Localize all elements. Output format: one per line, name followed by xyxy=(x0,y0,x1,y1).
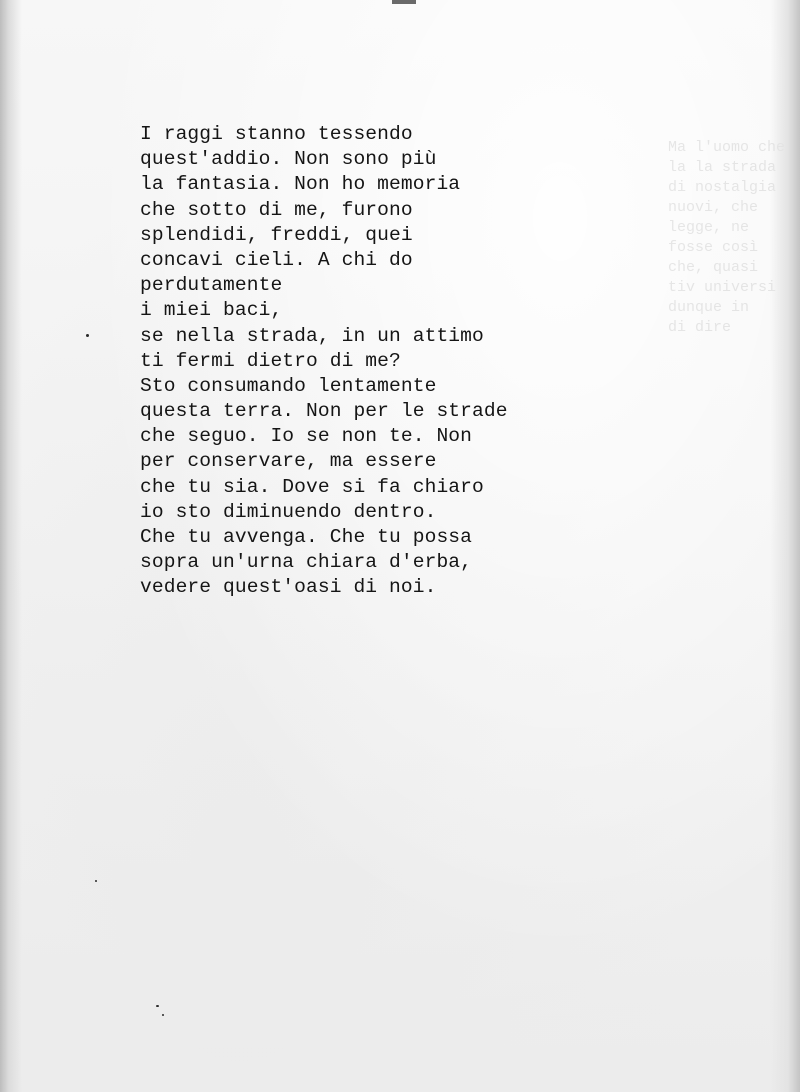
ink-speck xyxy=(788,240,791,244)
poem-line: Sto consumando lentamente xyxy=(140,374,437,397)
poem-line: concavi cieli. A chi do xyxy=(140,248,413,271)
poem-line: la fantasia. Non ho memoria xyxy=(140,173,461,196)
poem-line: sopra un'urna chiara d'erba, xyxy=(140,551,473,574)
ink-speck xyxy=(86,334,89,337)
ink-speck xyxy=(156,1005,159,1007)
poem-line: se nella strada, in un attimo xyxy=(140,324,484,347)
poem-line: splendidi, freddi, quei xyxy=(140,223,413,246)
ink-speck xyxy=(790,885,793,889)
poem-line: vedere quest'oasi di noi. xyxy=(140,576,437,599)
show-through-text: Ma l'uomo che la la strada di nostalgia nuovi, che legge, ne fosse così che, quasi tiv universi dunque in di dire xyxy=(668,139,786,336)
poem-line: I raggi stanno tessendo xyxy=(140,123,413,145)
poem-line: Che tu avvenga. Che tu possa xyxy=(140,526,473,548)
poem-line: io sto diminuendo dentro. xyxy=(140,500,437,523)
poem-line: i miei baci, xyxy=(140,299,283,322)
poem-line: per conservare, ma essere xyxy=(140,450,437,473)
poem-line: che sotto di me, furono xyxy=(140,198,413,221)
poem-line: che seguo. Io se non te. Non xyxy=(140,425,473,448)
ink-speck xyxy=(95,880,97,882)
poem-line: che tu sia. Dove si fa chiaro xyxy=(140,475,484,498)
poem-line: perdutamente xyxy=(140,274,283,297)
poem-line: quest'addio. Non sono più xyxy=(140,148,437,171)
page-top-mark xyxy=(392,0,416,4)
ink-speck xyxy=(162,1014,164,1016)
poem xyxy=(140,122,508,601)
poem-line: questa terra. Non per le strade xyxy=(140,400,508,423)
poem-line: ti fermi dietro di me? xyxy=(140,349,401,372)
